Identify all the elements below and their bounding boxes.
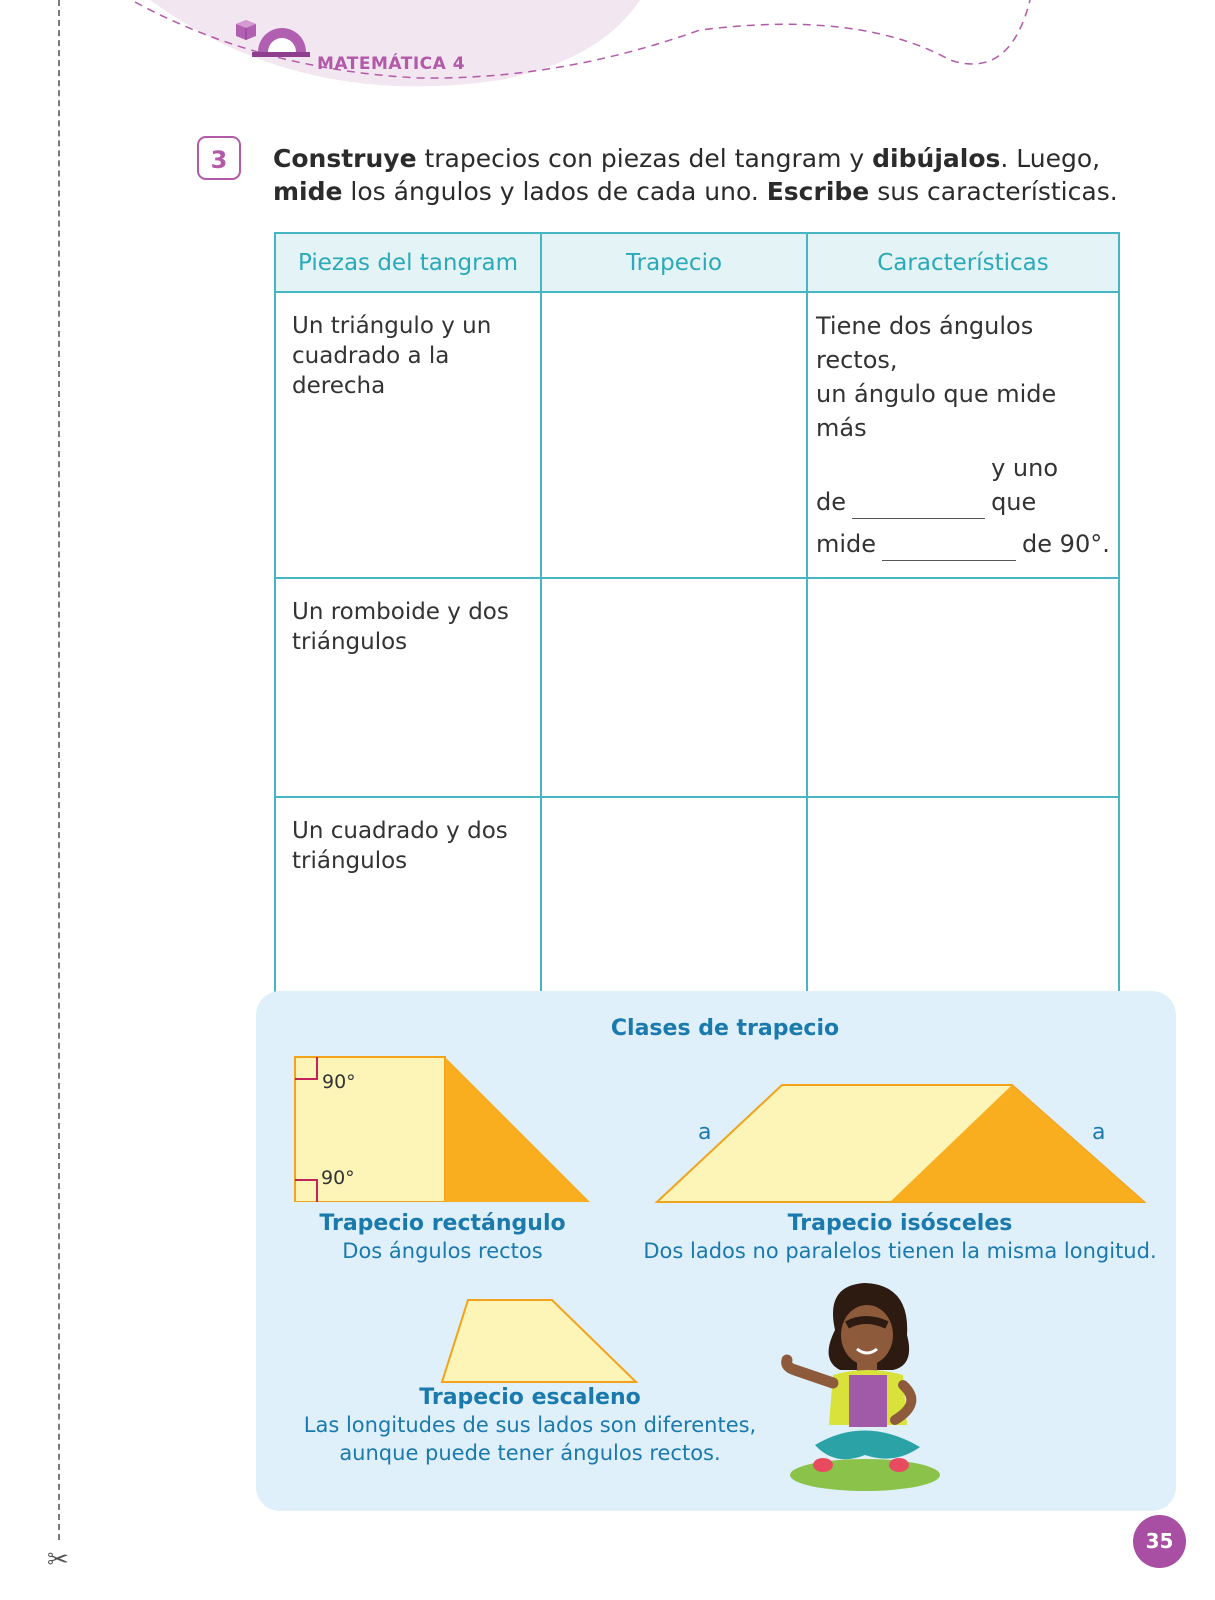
char-line-3-end: y uno que bbox=[991, 454, 1058, 516]
instruction-keyword: Escribe bbox=[766, 177, 870, 206]
char-line-4-start: mide bbox=[816, 530, 877, 558]
cell-trapecio-drawing-area[interactable] bbox=[541, 578, 807, 797]
instruction-text: . Luego, bbox=[1000, 144, 1101, 173]
scissors-icon: ✂ bbox=[47, 1545, 69, 1575]
header-piezas: Piezas del tangram bbox=[275, 233, 541, 292]
table-row bbox=[275, 292, 1119, 578]
table-row bbox=[275, 797, 1119, 1016]
instruction-text: trapecios con piezas del tangram y bbox=[416, 144, 873, 173]
cell-caracteristicas-writing-area[interactable] bbox=[807, 797, 1119, 1016]
char-line-4-end: de 90°. bbox=[1022, 530, 1110, 558]
header-decoration bbox=[0, 0, 1215, 110]
cell-piezas: Un cuadrado y dos triángulos bbox=[275, 797, 541, 1016]
instruction-text: los ángulos y lados de cada uno. bbox=[342, 177, 767, 206]
table-header-row bbox=[275, 233, 1119, 292]
header-trapecio: Trapecio bbox=[541, 233, 807, 292]
table-row bbox=[275, 578, 1119, 797]
char-line-2: un ángulo que mide más bbox=[816, 380, 1057, 442]
info-panel-title: Clases de trapecio bbox=[610, 1016, 840, 1041]
side-label-left: a bbox=[698, 1120, 712, 1145]
trapecio-escaleno-figure bbox=[440, 1296, 640, 1386]
char-line-3-start: de bbox=[816, 488, 846, 516]
isosceles-name: Trapecio isósceles bbox=[787, 1211, 1013, 1236]
instruction-text: sus características. bbox=[869, 177, 1118, 206]
escaleno-name: Trapecio escaleno bbox=[419, 1385, 641, 1410]
exercise-number: 3 bbox=[197, 136, 241, 180]
exercise-instruction bbox=[273, 142, 1123, 208]
isosceles-desc: Dos lados no paralelos tienen la misma longitud. bbox=[643, 1239, 1157, 1263]
rectangulo-desc: Dos ángulos rectos bbox=[342, 1239, 543, 1263]
cut-line bbox=[58, 0, 60, 1540]
instruction-keyword: Construye bbox=[273, 144, 417, 173]
cell-trapecio-drawing-area[interactable] bbox=[541, 797, 807, 1016]
header-caracteristicas: Características bbox=[807, 233, 1119, 292]
angle-label-bottom: 90° bbox=[321, 1167, 355, 1189]
cube-icon bbox=[236, 20, 256, 40]
answer-blank-1[interactable] bbox=[852, 494, 985, 519]
book-label: MATEMÁTICA 4 bbox=[317, 54, 466, 74]
side-label-right: a bbox=[1092, 1120, 1106, 1145]
cell-caracteristicas-writing-area[interactable] bbox=[807, 578, 1119, 797]
girl-illustration bbox=[775, 1275, 955, 1500]
tangram-table bbox=[274, 232, 1120, 1017]
angle-label-top: 90° bbox=[322, 1071, 356, 1093]
cell-piezas: Un romboide y dos triángulos bbox=[275, 578, 541, 797]
cell-piezas: Un triángulo y un cuadrado a la derecha bbox=[275, 292, 541, 578]
char-line-1: Tiene dos ángulos rectos, bbox=[816, 312, 1034, 374]
trapecio-isosceles-figure bbox=[652, 1080, 1152, 1205]
rectangulo-name: Trapecio rectángulo bbox=[319, 1211, 566, 1236]
char-line-4 bbox=[816, 527, 1110, 561]
instruction-keyword: dibújalos bbox=[872, 144, 1001, 173]
answer-blank-2[interactable] bbox=[882, 536, 1016, 561]
cell-trapecio-drawing-area[interactable] bbox=[541, 292, 807, 578]
page-number: 35 bbox=[1133, 1515, 1186, 1568]
escaleno-desc-line-1: Las longitudes de sus lados son diferentes, bbox=[303, 1413, 757, 1437]
escaleno-desc-line-2: aunque puede tener ángulos rectos. bbox=[339, 1441, 721, 1465]
instruction-keyword: mide bbox=[273, 177, 343, 206]
cell-caracteristicas bbox=[807, 292, 1119, 578]
char-line-3 bbox=[816, 451, 1110, 519]
